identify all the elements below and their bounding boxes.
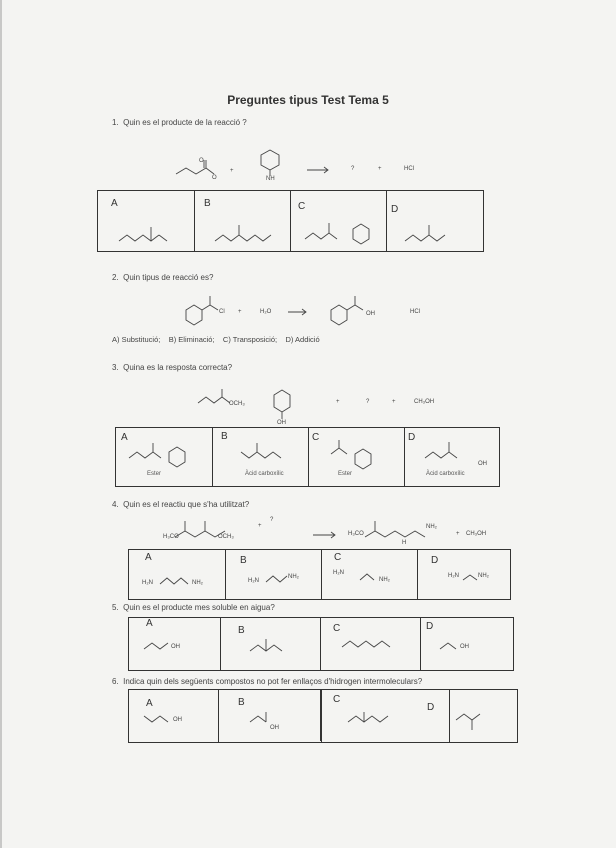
q3-caption-c: Ester	[338, 471, 353, 477]
q5-letter-a: A	[146, 618, 153, 629]
q1-nh-label: NH	[266, 176, 275, 182]
q1-reaction-scheme	[172, 150, 432, 190]
q5-a-oh: OH	[171, 644, 180, 650]
question-3: 3. Quina es la resposta correcta?	[112, 363, 233, 372]
q3-caption-b: Àcid carboxílic	[245, 471, 284, 477]
q5-letter-c: C	[333, 623, 341, 634]
q1-letter-a: A	[111, 198, 118, 209]
q1-plus-2: +	[378, 166, 382, 172]
q4-letter-b: B	[240, 555, 247, 566]
q3-plus-2: +	[392, 399, 396, 405]
q4-letter-a: A	[145, 552, 152, 563]
q1-option-structures	[115, 215, 465, 250]
question-6: 6. Indica quin dels següents compostos no pot fer enllaços d'hidrogen intermoleculars?	[112, 677, 423, 686]
q5-letter-d: D	[426, 621, 434, 632]
q4-product-h3co: H₃CO	[348, 531, 364, 537]
q2-hcl: HCl	[410, 309, 420, 315]
q3-reaction-scheme	[196, 385, 306, 427]
question-1: 1. Quin es el producte de la reacció ?	[112, 118, 247, 127]
q1-letter-c: C	[298, 201, 306, 212]
q4-och3: OCH₃	[218, 534, 234, 540]
q3-och3: OCH₃	[229, 401, 245, 407]
q6-letter-c: C	[333, 694, 341, 705]
q6-letter-d: D	[427, 702, 435, 713]
q2-plus: +	[238, 309, 242, 315]
q1-letter-b: B	[204, 198, 211, 209]
q4-product-nh2: NH₂	[426, 524, 437, 530]
page-title: Preguntes tipus Test Tema 5	[227, 93, 389, 107]
q3-letter-b: B	[221, 431, 228, 442]
q4-a-nh2: NH₂	[192, 580, 203, 586]
q2-reaction-scheme	[176, 292, 376, 332]
question-5: 5. Quin es el producte mes soluble en aigua?	[112, 603, 275, 612]
question-4: 4. Quin es el reactiu que s'ha utilitzat?	[112, 500, 250, 509]
q3-unknown: ?	[366, 399, 370, 405]
q3-ch3oh: CH₃OH	[414, 399, 435, 405]
question-2: 2. Quin tipus de reacció es?	[112, 273, 214, 282]
q2-answers	[112, 335, 432, 344]
q2-answer-b[interactable]: B) Eliminació;	[168, 335, 215, 344]
q2-answer-a[interactable]: A) Substitució;	[112, 335, 161, 344]
q3-caption-a: Ester	[147, 471, 162, 477]
q3-oh-reagent: OH	[277, 420, 286, 426]
q4-c-nh2: NH₂	[379, 577, 390, 583]
q4-letter-d: D	[431, 555, 439, 566]
q6-letter-b: B	[238, 697, 245, 708]
q3-option-structures	[125, 438, 495, 470]
q2-answer-c[interactable]: C) Transposició;	[222, 335, 278, 344]
q4-b-nh2: NH₂	[288, 574, 299, 580]
q1-ester-o: O	[212, 175, 217, 181]
q5-letter-b: B	[238, 625, 245, 636]
q6-a-oh: OH	[173, 717, 182, 723]
q4-d-nh2: NH₂	[478, 573, 489, 579]
q1-plus-1: +	[230, 168, 234, 174]
q1-product-unknown: ?	[351, 166, 355, 172]
q2-h2o: H₂O	[260, 309, 272, 315]
q6-b-oh: OH	[270, 725, 279, 731]
q4-plus-1: +	[258, 523, 262, 529]
q4-letter-c: C	[334, 552, 342, 563]
q4-ch3oh: CH₃OH	[466, 531, 487, 537]
q3-caption-d: Àcid carboxílic	[426, 471, 465, 477]
q4-unknown: ?	[270, 517, 274, 523]
q4-plus-2: +	[456, 531, 460, 537]
q4-d-h2n: H₂N	[448, 573, 459, 579]
q1-letter-d: D	[391, 204, 399, 215]
q5-option-structures	[140, 635, 500, 660]
q4-a-h2n: H₂N	[142, 580, 153, 586]
q1-hcl: HCl	[404, 166, 414, 172]
q3-letter-c: C	[312, 432, 320, 443]
q4-c-h2n: H₂N	[333, 570, 344, 576]
q3-letter-d: D	[408, 432, 416, 443]
q6-letter-a: A	[146, 698, 153, 709]
q3-option-d-oh: OH	[478, 461, 487, 467]
q4-b-h2n: H₂N	[248, 578, 259, 584]
q5-d-oh: OH	[460, 644, 469, 650]
q2-answer-d[interactable]: D) Addició	[285, 335, 320, 344]
scan-edge	[0, 0, 2, 848]
q3-plus-1: +	[336, 399, 340, 405]
q6-option-structures	[140, 708, 500, 736]
q1-carbonyl-o: O	[199, 158, 204, 164]
q2-oh: OH	[366, 311, 375, 317]
q4-h3co: H₃CO	[163, 534, 179, 540]
q2-cl: Cl	[219, 309, 225, 315]
q3-letter-a: A	[121, 432, 128, 443]
q4-product-h: H	[402, 540, 407, 546]
